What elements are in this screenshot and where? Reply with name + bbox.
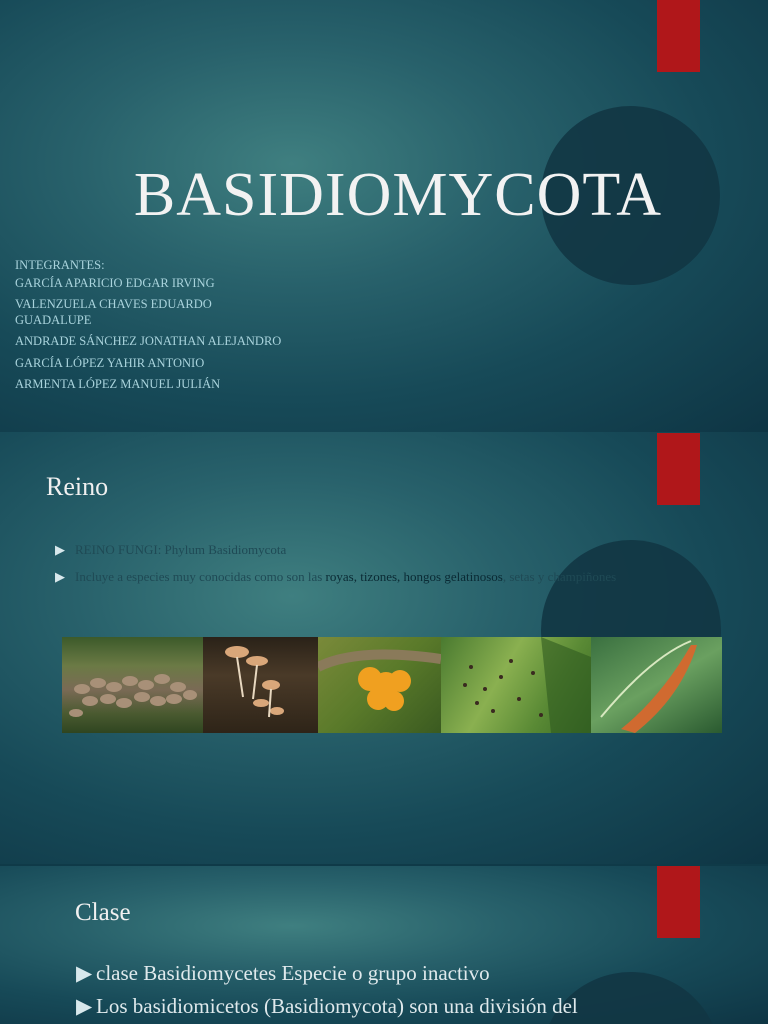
title-slide: [0, 0, 768, 432]
fungi-photo-strip: [62, 637, 722, 733]
member-name: ARMENTA LÓPEZ MANUEL JULIÁN: [15, 377, 221, 391]
red-accent-tab: [657, 0, 700, 72]
bullet-item: ▶ REINO FUNGI: Phylum Basidiomycota: [55, 542, 287, 557]
slide-heading: Reino: [46, 472, 109, 501]
bullet-arrow-icon: ▶: [55, 542, 65, 557]
member-name: GARCÍA APARICIO EDGAR IRVING: [15, 275, 215, 290]
clase-slide: [0, 866, 768, 1024]
leaf-rust-spots-photo: [441, 637, 591, 733]
reino-slide: [0, 432, 768, 864]
bullet-item: ▶ Incluye a especies muy conocidas como son las royas, tizones, hongos gelatinosos, setas y champiñones: [55, 569, 617, 584]
member-name: VALENZUELA CHAVES EDUARDO GUADALUPE: [15, 297, 212, 327]
bullet-arrow-icon: ▶: [76, 961, 93, 985]
members-list: [15, 258, 315, 399]
bullet-list: [55, 540, 660, 594]
member-name: ANDRADE SÁNCHEZ JONATHAN ALEJANDRO: [15, 334, 282, 348]
bullet-arrow-icon: ▶: [55, 569, 65, 584]
red-accent-tab: [657, 866, 700, 938]
small-mushrooms-photo: [203, 637, 318, 733]
slide-heading: Clase: [75, 899, 131, 926]
slide-title: BASIDIOMYCOTA: [133, 161, 663, 229]
bullet-item: ▶ Los basidiomicetos (Basidiomycota) son una división del: [76, 990, 676, 1023]
member-name: GARCÍA LÓPEZ YAHIR ANTONIO: [15, 355, 205, 370]
red-accent-tab: [657, 433, 700, 505]
bullet-item: ▶ clase Basidiomycetes Especie o grupo inactivo: [76, 957, 676, 990]
members-label: INTEGRANTES:: [15, 258, 105, 272]
jelly-fungus-photo: [318, 637, 441, 733]
bullet-list: [76, 957, 676, 1023]
bullet-arrow-icon: ▶: [76, 994, 93, 1018]
rust-fungus-leaf-photo: [591, 637, 722, 733]
mushroom-cluster-photo: [62, 637, 203, 733]
